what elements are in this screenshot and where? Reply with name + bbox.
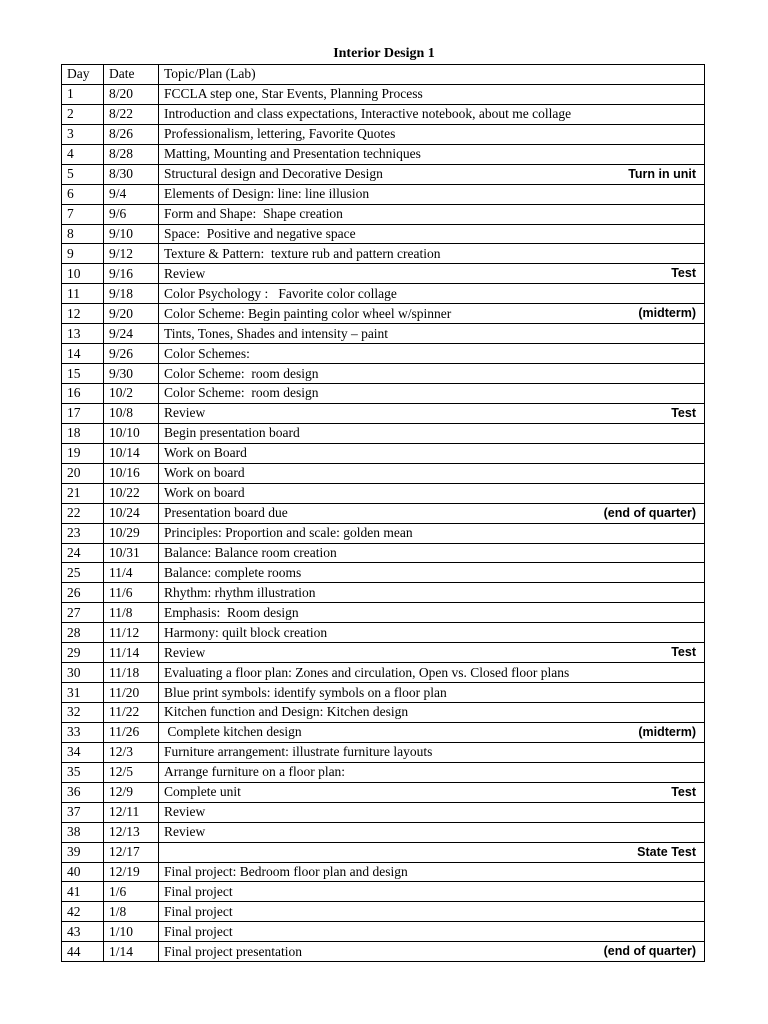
topic-text: Review <box>164 405 206 421</box>
day-cell: 19 <box>62 443 104 463</box>
topic-cell <box>159 902 705 922</box>
date-cell: 9/24 <box>104 324 159 344</box>
topic-cell <box>159 224 705 244</box>
table-row <box>62 324 705 344</box>
topic-text: Final project: Bedroom floor plan and design <box>164 863 408 879</box>
day-cell: 21 <box>62 483 104 503</box>
date-cell: 12/9 <box>104 782 159 802</box>
day-cell: 7 <box>62 204 104 224</box>
day-cell: 22 <box>62 503 104 523</box>
date-cell: 9/20 <box>104 304 159 324</box>
date-cell: 10/16 <box>104 463 159 483</box>
schedule-body <box>62 84 705 961</box>
date-cell: 1/10 <box>104 922 159 942</box>
topic-cell <box>159 922 705 942</box>
topic-cell <box>159 443 705 463</box>
table-row <box>62 842 705 862</box>
date-cell: 12/3 <box>104 742 159 762</box>
table-row <box>62 862 705 882</box>
date-cell: 1/14 <box>104 942 159 962</box>
topic-text: Emphasis: Room design <box>164 604 299 620</box>
topic-text: Principles: Proportion and scale: golden mean <box>164 525 413 541</box>
date-cell: 9/26 <box>104 344 159 364</box>
topic-cell <box>159 264 705 284</box>
topic-text: Work on board <box>164 465 245 481</box>
table-row <box>62 523 705 543</box>
topic-cell <box>159 563 705 583</box>
topic-cell <box>159 204 705 224</box>
topic-cell <box>159 503 705 523</box>
topic-cell <box>159 762 705 782</box>
table-row <box>62 344 705 364</box>
topic-text: Work on Board <box>164 445 247 461</box>
topic-cell <box>159 184 705 204</box>
topic-cell <box>159 104 705 124</box>
date-cell: 9/4 <box>104 184 159 204</box>
date-cell: 11/20 <box>104 683 159 703</box>
topic-text: Review <box>164 644 206 660</box>
topic-text: Balance: complete rooms <box>164 564 302 580</box>
note-label: Test <box>671 266 696 281</box>
day-cell: 33 <box>62 722 104 742</box>
topic-cell <box>159 403 705 423</box>
topic-text: Final project <box>164 903 233 919</box>
table-row <box>62 304 705 324</box>
date-cell: 10/14 <box>104 443 159 463</box>
day-cell: 5 <box>62 164 104 184</box>
topic-text: Color Schemes: <box>164 345 250 361</box>
table-row <box>62 204 705 224</box>
topic-cell <box>159 543 705 563</box>
date-cell: 12/5 <box>104 762 159 782</box>
table-row <box>62 164 705 184</box>
table-row <box>62 762 705 782</box>
topic-text: Balance: Balance room creation <box>164 544 337 560</box>
date-cell: 9/10 <box>104 224 159 244</box>
topic-text: Presentation board due <box>164 505 288 521</box>
day-cell: 44 <box>62 942 104 962</box>
topic-cell <box>159 822 705 842</box>
topic-text: Matting, Mounting and Presentation techniques <box>164 146 421 162</box>
day-cell: 18 <box>62 423 104 443</box>
topic-text: Rhythm: rhythm illustration <box>164 584 316 600</box>
day-cell: 39 <box>62 842 104 862</box>
topic-text: Evaluating a floor plan: Zones and circulation, Open vs. Closed floor plans <box>164 664 570 680</box>
table-row <box>62 563 705 583</box>
topic-text: Tints, Tones, Shades and intensity – paint <box>164 325 389 341</box>
day-cell: 28 <box>62 623 104 643</box>
topic-cell <box>159 703 705 723</box>
topic-cell <box>159 742 705 762</box>
topic-cell <box>159 683 705 703</box>
date-cell: 10/2 <box>104 384 159 404</box>
topic-text: Begin presentation board <box>164 425 300 441</box>
note-label: (midterm) <box>638 724 696 739</box>
topic-text: Review <box>164 265 206 281</box>
topic-cell <box>159 842 705 862</box>
topic-cell <box>159 643 705 663</box>
topic-cell <box>159 802 705 822</box>
table-row <box>62 264 705 284</box>
topic-text: Structural design and Decorative Design <box>164 166 383 182</box>
topic-text: Color Scheme: room design <box>164 385 319 401</box>
topic-cell <box>159 722 705 742</box>
table-row <box>62 922 705 942</box>
date-cell: 10/22 <box>104 483 159 503</box>
table-row <box>62 483 705 503</box>
topic-text: Kitchen function and Design: Kitchen design <box>164 704 409 720</box>
date-cell: 10/31 <box>104 543 159 563</box>
topic-text: Texture & Pattern: texture rub and pattern creation <box>164 245 441 261</box>
table-row <box>62 284 705 304</box>
date-cell: 9/18 <box>104 284 159 304</box>
topic-cell <box>159 164 705 184</box>
date-cell: 8/20 <box>104 84 159 104</box>
topic-text: Work on board <box>164 485 245 501</box>
topic-cell <box>159 583 705 603</box>
table-row <box>62 244 705 264</box>
table-row <box>62 902 705 922</box>
date-cell: 11/6 <box>104 583 159 603</box>
table-row <box>62 722 705 742</box>
day-cell: 3 <box>62 124 104 144</box>
day-cell: 35 <box>62 762 104 782</box>
topic-header: Topic/Plan (Lab) <box>159 65 705 85</box>
date-cell: 1/6 <box>104 882 159 902</box>
date-cell: 12/19 <box>104 862 159 882</box>
date-cell: 11/8 <box>104 603 159 623</box>
table-row <box>62 742 705 762</box>
table-row <box>62 782 705 802</box>
day-cell: 31 <box>62 683 104 703</box>
date-cell: 12/17 <box>104 842 159 862</box>
topic-text: Color Psychology : Favorite color collage <box>164 285 397 301</box>
day-cell: 8 <box>62 224 104 244</box>
date-cell: 12/13 <box>104 822 159 842</box>
table-row <box>62 583 705 603</box>
date-cell: 12/11 <box>104 802 159 822</box>
topic-text: Space: Positive and negative space <box>164 225 356 241</box>
topic-text: Final project <box>164 923 233 939</box>
note-label: (end of quarter) <box>603 944 696 959</box>
topic-text: Elements of Design: line: line illusion <box>164 186 370 202</box>
topic-text: Review <box>164 804 206 820</box>
topic-text: Review <box>164 824 206 840</box>
day-cell: 25 <box>62 563 104 583</box>
topic-text: Introduction and class expectations, Interactive notebook, about me collage <box>164 106 572 122</box>
topic-text: FCCLA step one, Star Events, Planning Process <box>164 86 423 102</box>
header-row <box>62 65 705 85</box>
topic-cell <box>159 942 705 962</box>
date-cell: 9/6 <box>104 204 159 224</box>
date-cell: 11/22 <box>104 703 159 723</box>
table-row <box>62 364 705 384</box>
table-row <box>62 124 705 144</box>
day-cell: 16 <box>62 384 104 404</box>
table-row <box>62 603 705 623</box>
date-cell: 10/10 <box>104 423 159 443</box>
table-row <box>62 822 705 842</box>
note-label: State Test <box>637 844 696 859</box>
topic-cell <box>159 663 705 683</box>
topic-cell <box>159 483 705 503</box>
note-label: (end of quarter) <box>603 505 696 520</box>
topic-cell <box>159 782 705 802</box>
date-cell: 8/30 <box>104 164 159 184</box>
table-row <box>62 543 705 563</box>
day-cell: 12 <box>62 304 104 324</box>
topic-text: Furniture arrangement: illustrate furniture layouts <box>164 744 433 760</box>
day-cell: 20 <box>62 463 104 483</box>
topic-text: Final project presentation <box>164 943 302 959</box>
day-cell: 43 <box>62 922 104 942</box>
topic-cell <box>159 244 705 264</box>
topic-text: Professionalism, lettering, Favorite Quotes <box>164 126 396 142</box>
date-cell: 10/8 <box>104 403 159 423</box>
topic-text: Color Scheme: room design <box>164 365 319 381</box>
date-cell: 11/4 <box>104 563 159 583</box>
topic-cell <box>159 304 705 324</box>
topic-cell <box>159 523 705 543</box>
day-cell: 6 <box>62 184 104 204</box>
day-cell: 14 <box>62 344 104 364</box>
topic-cell <box>159 463 705 483</box>
day-cell: 4 <box>62 144 104 164</box>
day-cell: 36 <box>62 782 104 802</box>
note-label: Test <box>671 645 696 660</box>
day-cell: 40 <box>62 862 104 882</box>
day-cell: 1 <box>62 84 104 104</box>
day-cell: 30 <box>62 663 104 683</box>
schedule-table <box>61 64 705 962</box>
day-header: Day <box>62 65 104 85</box>
date-cell: 9/16 <box>104 264 159 284</box>
day-cell: 38 <box>62 822 104 842</box>
topic-text: Harmony: quilt block creation <box>164 624 328 640</box>
topic-cell <box>159 124 705 144</box>
date-cell: 8/28 <box>104 144 159 164</box>
table-row <box>62 802 705 822</box>
day-cell: 2 <box>62 104 104 124</box>
day-cell: 41 <box>62 882 104 902</box>
topic-cell <box>159 423 705 443</box>
table-row <box>62 703 705 723</box>
note-label: Test <box>671 784 696 799</box>
topic-cell <box>159 384 705 404</box>
note-label: Test <box>671 405 696 420</box>
topic-cell <box>159 603 705 623</box>
topic-text: Blue print symbols: identify symbols on a floor plan <box>164 684 447 700</box>
topic-cell <box>159 84 705 104</box>
table-row <box>62 104 705 124</box>
day-cell: 37 <box>62 802 104 822</box>
day-cell: 32 <box>62 703 104 723</box>
topic-text: Complete unit <box>164 784 241 800</box>
topic-cell <box>159 862 705 882</box>
date-cell: 11/26 <box>104 722 159 742</box>
topic-cell <box>159 623 705 643</box>
note-label: Turn in unit <box>628 166 696 181</box>
day-cell: 34 <box>62 742 104 762</box>
table-row <box>62 384 705 404</box>
day-cell: 23 <box>62 523 104 543</box>
date-cell: 11/12 <box>104 623 159 643</box>
day-cell: 42 <box>62 902 104 922</box>
table-row <box>62 84 705 104</box>
table-row <box>62 882 705 902</box>
date-cell: 10/29 <box>104 523 159 543</box>
topic-cell <box>159 364 705 384</box>
day-cell: 10 <box>62 264 104 284</box>
table-row <box>62 224 705 244</box>
table-row <box>62 503 705 523</box>
date-cell: 11/18 <box>104 663 159 683</box>
page-title: Interior Design 1 <box>333 46 435 61</box>
table-row <box>62 184 705 204</box>
table-row <box>62 463 705 483</box>
date-header: Date <box>104 65 159 85</box>
table-row <box>62 423 705 443</box>
topic-cell <box>159 344 705 364</box>
topic-cell <box>159 324 705 344</box>
topic-text: Arrange furniture on a floor plan: <box>164 764 346 780</box>
day-cell: 26 <box>62 583 104 603</box>
date-cell: 1/8 <box>104 902 159 922</box>
table-row <box>62 403 705 423</box>
table-row <box>62 683 705 703</box>
date-cell: 9/12 <box>104 244 159 264</box>
day-cell: 11 <box>62 284 104 304</box>
topic-cell <box>159 144 705 164</box>
table-row <box>62 623 705 643</box>
day-cell: 29 <box>62 643 104 663</box>
date-cell: 8/22 <box>104 104 159 124</box>
date-cell: 10/24 <box>104 503 159 523</box>
day-cell: 13 <box>62 324 104 344</box>
table-row <box>62 942 705 962</box>
note-label: (midterm) <box>638 306 696 321</box>
topic-text: Color Scheme: Begin painting color wheel w/spinner <box>164 305 452 321</box>
table-row <box>62 144 705 164</box>
topic-text: Form and Shape: Shape creation <box>164 206 343 222</box>
table-row <box>62 663 705 683</box>
topic-text: Final project <box>164 883 233 899</box>
date-cell: 8/26 <box>104 124 159 144</box>
day-cell: 9 <box>62 244 104 264</box>
table-row <box>62 443 705 463</box>
day-cell: 17 <box>62 403 104 423</box>
day-cell: 15 <box>62 364 104 384</box>
table-row <box>62 643 705 663</box>
date-cell: 11/14 <box>104 643 159 663</box>
day-cell: 24 <box>62 543 104 563</box>
day-cell: 27 <box>62 603 104 623</box>
topic-text: Complete kitchen design <box>164 724 302 740</box>
topic-cell <box>159 882 705 902</box>
date-cell: 9/30 <box>104 364 159 384</box>
topic-cell <box>159 284 705 304</box>
